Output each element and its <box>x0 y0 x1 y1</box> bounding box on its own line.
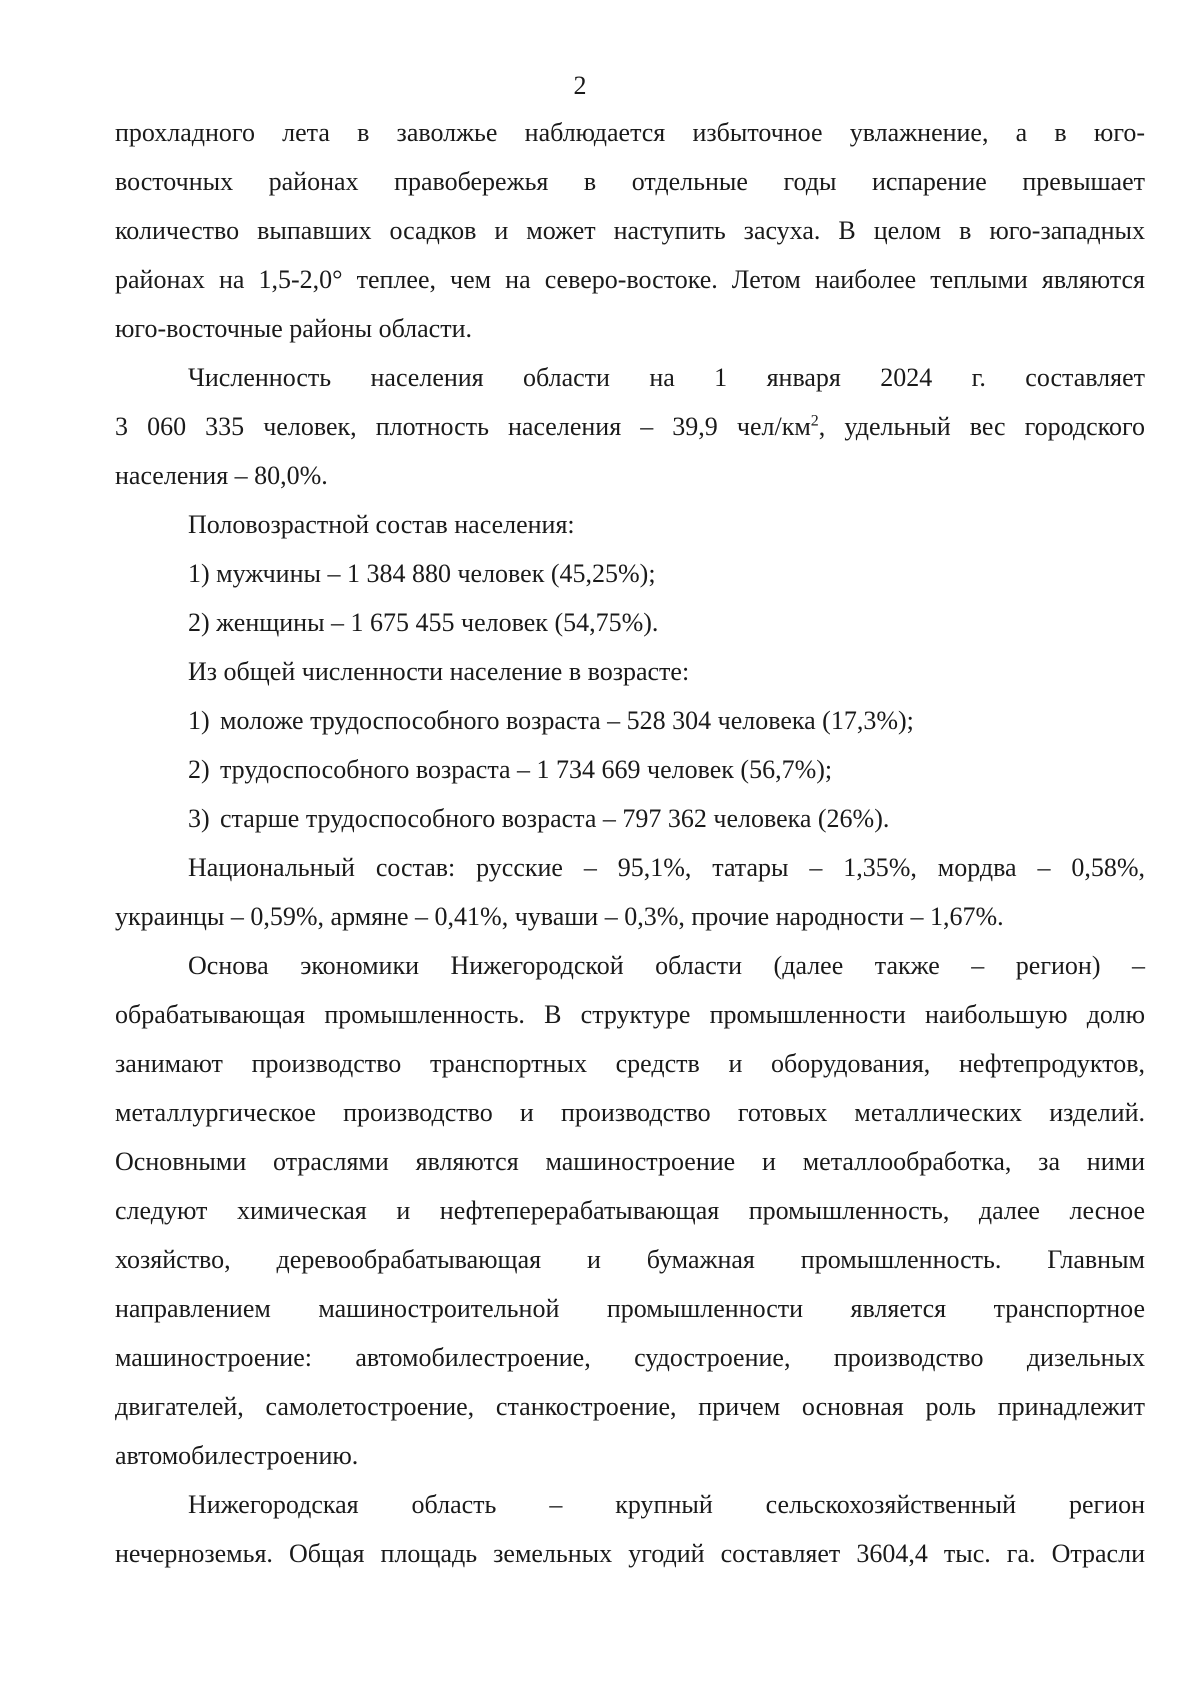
list-item-text: моложе трудоспособного возраста – 528 304 человека (17,3%); <box>220 706 914 735</box>
text-line: восточных районах правобережья в отдельные годы испарение превышает <box>115 167 1145 196</box>
text-line: районах на 1,5-2,0° теплее, чем на северо-востоке. Летом наиболее теплыми являются <box>115 265 1145 294</box>
list-item: 2) женщины – 1 675 455 человек (54,75%). <box>188 608 659 637</box>
text-line: нечерноземья. Общая площадь земельных угодий составляет 3604,4 тыс. га. Отрасли <box>115 1539 1145 1568</box>
text-line: количество выпавших осадков и может наступить засуха. В целом в юго-западных <box>115 216 1145 245</box>
list-item: 1) мужчины – 1 384 880 человек (45,25%); <box>188 559 656 588</box>
text-line: Нижегородская область – крупный сельскохозяйственный регион <box>188 1490 1145 1519</box>
text-fragment: 3 060 335 человек, плотность населения – 39,9 чел/км <box>115 412 811 441</box>
text-line: Основными отраслями являются машиностроение и металлообработка, за ними <box>115 1147 1145 1176</box>
list-item-text: старше трудоспособного возраста – 797 362 человека (26%). <box>220 804 890 833</box>
list-number: 3) <box>188 804 210 833</box>
text-line: двигателей, самолетостроение, станкостроение, причем основная роль принадлежит <box>115 1392 1145 1421</box>
text-line: украинцы – 0,59%, армяне – 0,41%, чуваши – 0,3%, прочие народности – 1,67%. <box>115 902 1004 931</box>
text-line: населения – 80,0%. <box>115 461 328 490</box>
text-line: юго-восточные районы области. <box>115 314 472 343</box>
page-number: 2 <box>573 71 587 100</box>
text-line <box>115 402 1145 451</box>
text-line: хозяйство, деревообрабатывающая и бумажная промышленность. Главным <box>115 1245 1145 1274</box>
text-line: машиностроение: автомобилестроение, судостроение, производство дизельных <box>115 1343 1145 1372</box>
text-line: следуют химическая и нефтеперерабатывающая промышленность, далее лесное <box>115 1196 1145 1225</box>
text-line: прохладного лета в заволжье наблюдается избыточное увлажнение, а в юго- <box>115 118 1145 147</box>
text-line: Половозрастной состав населения: <box>188 510 575 539</box>
text-line: автомобилестроению. <box>115 1441 359 1470</box>
text-line: металлургическое производство и производство готовых металлических изделий. <box>115 1098 1145 1127</box>
text-line: направлением машиностроительной промышленности является транспортное <box>115 1294 1145 1323</box>
list-item <box>115 696 1145 745</box>
list-number: 2) <box>188 755 210 784</box>
superscript: 2 <box>810 412 819 430</box>
document-body <box>115 108 1145 1578</box>
list-item <box>115 745 1145 794</box>
list-item <box>115 794 1145 843</box>
text-line: обрабатывающая промышленность. В структуре промышленности наибольшую долю <box>115 1000 1145 1029</box>
text-line: Основа экономики Нижегородской области (далее также – регион) – <box>188 951 1145 980</box>
text-line: Национальный состав: русские – 95,1%, татары – 1,35%, мордва – 0,58%, <box>188 853 1145 882</box>
text-line: Из общей численности население в возрасте: <box>188 657 690 686</box>
list-number: 1) <box>188 706 210 735</box>
text-line: занимают производство транспортных средств и оборудования, нефтепродуктов, <box>115 1049 1145 1078</box>
text-line: Численность населения области на 1 января 2024 г. составляет <box>188 363 1145 392</box>
list-item-text: трудоспособного возраста – 1 734 669 человек (56,7%); <box>220 755 833 784</box>
text-fragment: , удельный вес городского <box>818 412 1146 441</box>
